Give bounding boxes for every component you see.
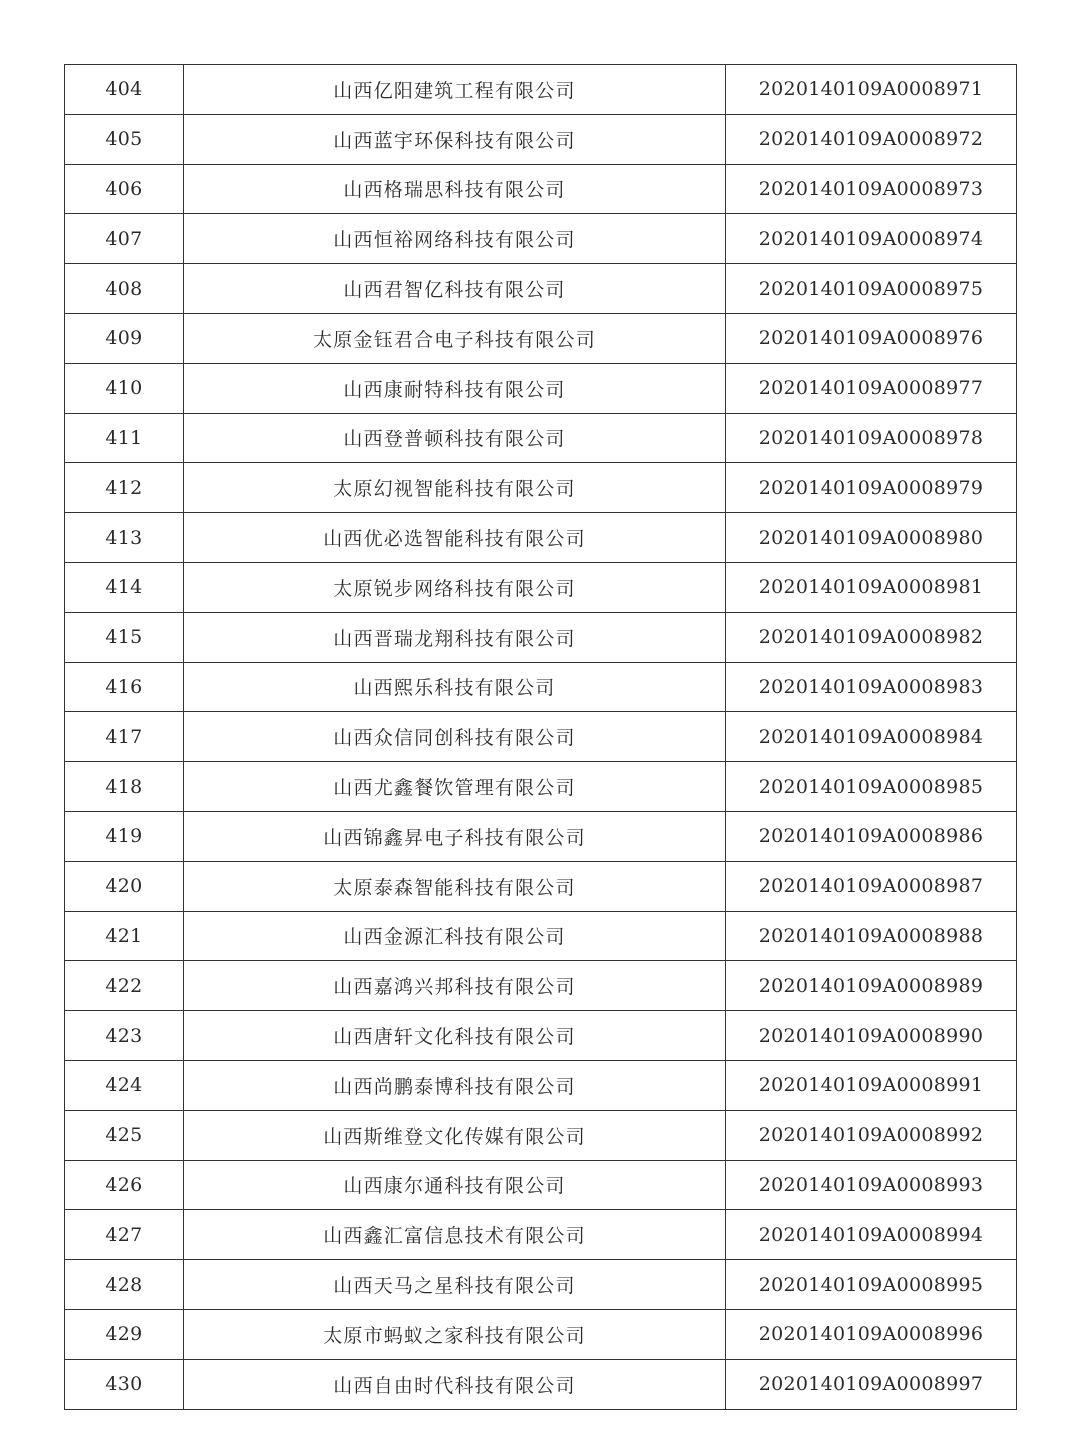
row-number-cell: 430 [65, 1359, 184, 1409]
table-row [65, 1210, 1017, 1260]
table-row [65, 114, 1017, 164]
table-row [65, 214, 1017, 264]
registration-code-cell: 2020140109A0008982 [726, 612, 1017, 662]
row-number-cell: 424 [65, 1060, 184, 1110]
row-number-cell: 419 [65, 811, 184, 861]
company-name-cell: 山西康耐特科技有限公司 [184, 363, 726, 413]
registration-code-cell: 2020140109A0008984 [726, 712, 1017, 762]
row-number-cell: 412 [65, 463, 184, 513]
company-name-cell: 山西熙乐科技有限公司 [184, 662, 726, 712]
company-name-cell: 山西尤鑫餐饮管理有限公司 [184, 762, 726, 812]
registration-code-cell: 2020140109A0008991 [726, 1060, 1017, 1110]
company-registry-table [64, 64, 1017, 1410]
row-number-cell: 416 [65, 662, 184, 712]
table-row [65, 513, 1017, 563]
table-row [65, 1359, 1017, 1409]
registration-code-cell: 2020140109A0008981 [726, 562, 1017, 612]
company-name-cell: 山西康尔通科技有限公司 [184, 1160, 726, 1210]
table-body [65, 65, 1017, 1410]
company-name-cell: 山西优必选智能科技有限公司 [184, 513, 726, 563]
table-row [65, 911, 1017, 961]
row-number-cell: 410 [65, 363, 184, 413]
registration-code-cell: 2020140109A0008996 [726, 1309, 1017, 1359]
registration-code-cell: 2020140109A0008988 [726, 911, 1017, 961]
registration-code-cell: 2020140109A0008993 [726, 1160, 1017, 1210]
table-row [65, 164, 1017, 214]
row-number-cell: 411 [65, 413, 184, 463]
company-name-cell: 太原市蚂蚁之家科技有限公司 [184, 1309, 726, 1359]
company-name-cell: 太原金钰君合电子科技有限公司 [184, 313, 726, 363]
company-name-cell: 山西蓝宇环保科技有限公司 [184, 114, 726, 164]
company-name-cell: 太原幻视智能科技有限公司 [184, 463, 726, 513]
company-name-cell: 山西格瑞思科技有限公司 [184, 164, 726, 214]
table-row [65, 1260, 1017, 1310]
company-name-cell: 山西鑫汇富信息技术有限公司 [184, 1210, 726, 1260]
table-row [65, 313, 1017, 363]
registration-code-cell: 2020140109A0008977 [726, 363, 1017, 413]
table-row [65, 463, 1017, 513]
table-row [65, 662, 1017, 712]
registration-code-cell: 2020140109A0008986 [726, 811, 1017, 861]
registration-code-cell: 2020140109A0008983 [726, 662, 1017, 712]
table-row [65, 712, 1017, 762]
company-name-cell: 山西嘉鸿兴邦科技有限公司 [184, 961, 726, 1011]
company-name-cell: 山西亿阳建筑工程有限公司 [184, 65, 726, 115]
company-name-cell: 山西恒裕网络科技有限公司 [184, 214, 726, 264]
table-row [65, 65, 1017, 115]
table-row [65, 264, 1017, 314]
registration-code-cell: 2020140109A0008987 [726, 861, 1017, 911]
row-number-cell: 406 [65, 164, 184, 214]
table-row [65, 961, 1017, 1011]
row-number-cell: 418 [65, 762, 184, 812]
registration-code-cell: 2020140109A0008990 [726, 1011, 1017, 1061]
row-number-cell: 407 [65, 214, 184, 264]
table-row [65, 562, 1017, 612]
row-number-cell: 429 [65, 1309, 184, 1359]
registration-code-cell: 2020140109A0008997 [726, 1359, 1017, 1409]
table-row [65, 363, 1017, 413]
registration-code-cell: 2020140109A0008975 [726, 264, 1017, 314]
registration-code-cell: 2020140109A0008980 [726, 513, 1017, 563]
row-number-cell: 413 [65, 513, 184, 563]
registration-code-cell: 2020140109A0008976 [726, 313, 1017, 363]
row-number-cell: 414 [65, 562, 184, 612]
registration-code-cell: 2020140109A0008971 [726, 65, 1017, 115]
registration-code-cell: 2020140109A0008995 [726, 1260, 1017, 1310]
registration-code-cell: 2020140109A0008985 [726, 762, 1017, 812]
company-name-cell: 山西众信同创科技有限公司 [184, 712, 726, 762]
company-name-cell: 太原泰森智能科技有限公司 [184, 861, 726, 911]
registration-code-cell: 2020140109A0008979 [726, 463, 1017, 513]
row-number-cell: 423 [65, 1011, 184, 1061]
table-row [65, 1060, 1017, 1110]
registration-code-cell: 2020140109A0008972 [726, 114, 1017, 164]
company-name-cell: 山西唐轩文化科技有限公司 [184, 1011, 726, 1061]
company-name-cell: 太原锐步网络科技有限公司 [184, 562, 726, 612]
company-name-cell: 山西金源汇科技有限公司 [184, 911, 726, 961]
row-number-cell: 417 [65, 712, 184, 762]
company-name-cell: 山西锦鑫昇电子科技有限公司 [184, 811, 726, 861]
table-row [65, 1110, 1017, 1160]
row-number-cell: 405 [65, 114, 184, 164]
company-name-cell: 山西尚鹏泰博科技有限公司 [184, 1060, 726, 1110]
row-number-cell: 421 [65, 911, 184, 961]
table-row [65, 762, 1017, 812]
table-row [65, 861, 1017, 911]
company-name-cell: 山西自由时代科技有限公司 [184, 1359, 726, 1409]
company-name-cell: 山西登普顿科技有限公司 [184, 413, 726, 463]
table-row [65, 811, 1017, 861]
row-number-cell: 420 [65, 861, 184, 911]
registration-code-cell: 2020140109A0008978 [726, 413, 1017, 463]
registration-code-cell: 2020140109A0008973 [726, 164, 1017, 214]
table-row [65, 413, 1017, 463]
registration-code-cell: 2020140109A0008994 [726, 1210, 1017, 1260]
company-name-cell: 山西君智亿科技有限公司 [184, 264, 726, 314]
registration-code-cell: 2020140109A0008989 [726, 961, 1017, 1011]
table-row [65, 1160, 1017, 1210]
row-number-cell: 409 [65, 313, 184, 363]
table-row [65, 612, 1017, 662]
row-number-cell: 428 [65, 1260, 184, 1310]
registration-code-cell: 2020140109A0008974 [726, 214, 1017, 264]
table-row [65, 1309, 1017, 1359]
row-number-cell: 415 [65, 612, 184, 662]
row-number-cell: 427 [65, 1210, 184, 1260]
row-number-cell: 404 [65, 65, 184, 115]
registration-code-cell: 2020140109A0008992 [726, 1110, 1017, 1160]
row-number-cell: 426 [65, 1160, 184, 1210]
company-name-cell: 山西天马之星科技有限公司 [184, 1260, 726, 1310]
company-name-cell: 山西晋瑞龙翔科技有限公司 [184, 612, 726, 662]
row-number-cell: 422 [65, 961, 184, 1011]
table-row [65, 1011, 1017, 1061]
row-number-cell: 408 [65, 264, 184, 314]
row-number-cell: 425 [65, 1110, 184, 1160]
company-name-cell: 山西斯维登文化传媒有限公司 [184, 1110, 726, 1160]
